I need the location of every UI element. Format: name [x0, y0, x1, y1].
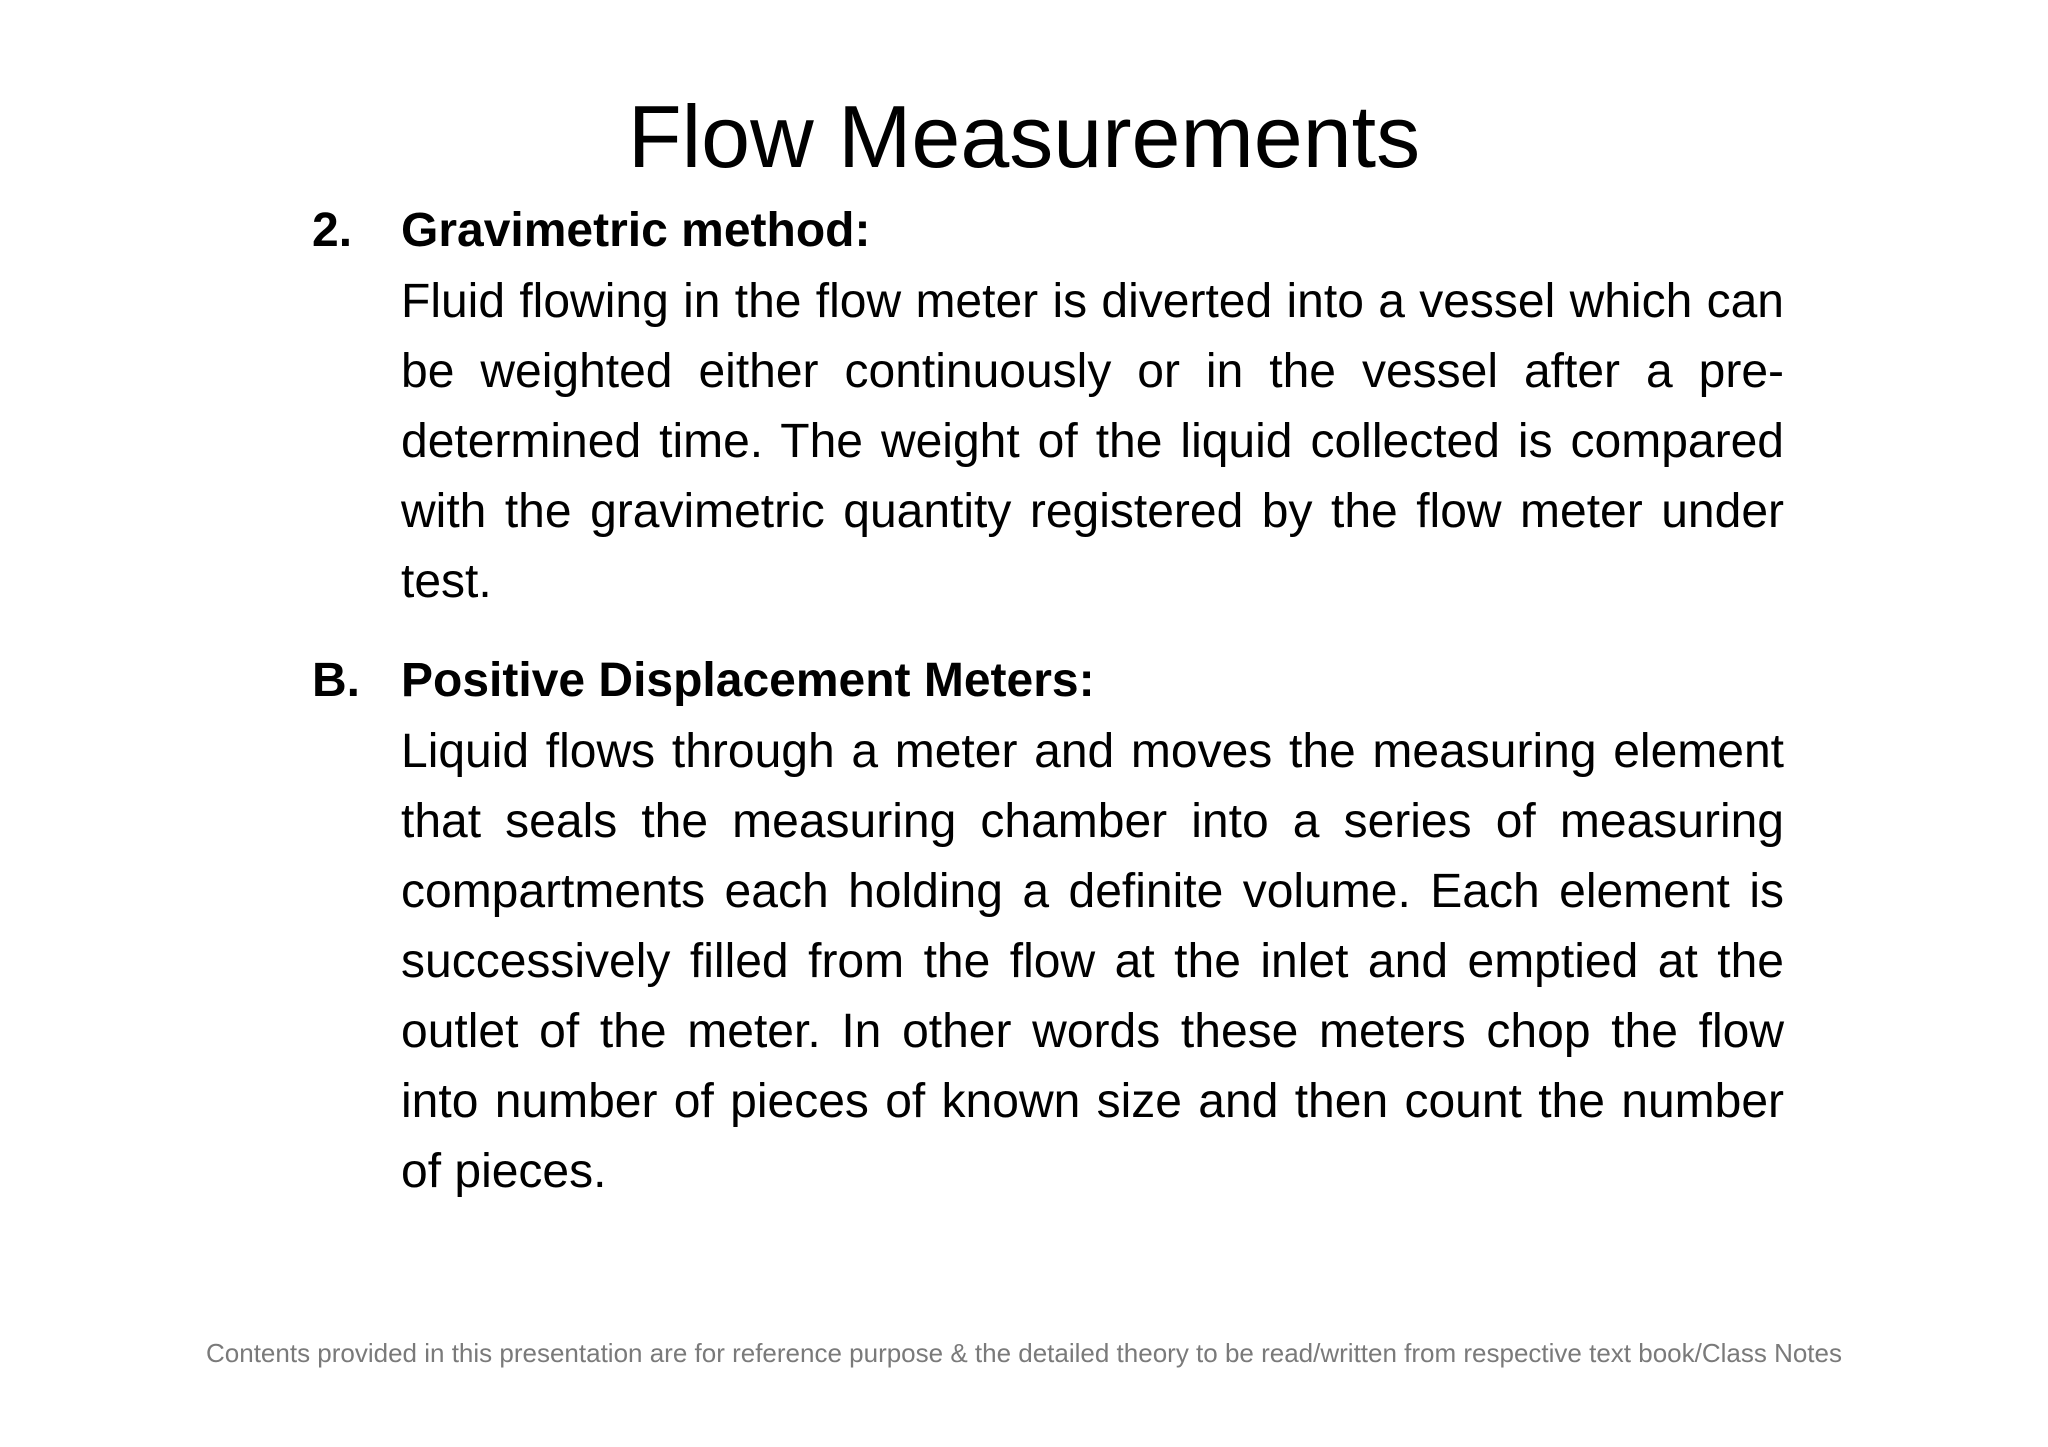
section-heading: Positive Displacement Meters: — [401, 654, 1095, 707]
section-body: Liquid flows through a meter and moves the measuring element that seals the measuring chamber into a series of measuring compartments each holding a definite volume. Each element is successively filled from the flow at the inlet and emptied at the outlet of the meter. In other words these meters chop the flow into number of pieces of known size and then count the number of pieces. — [401, 725, 1784, 1198]
section-positive-displacement-meters — [312, 648, 1784, 1207]
list-marker: B. — [312, 654, 360, 707]
section-header — [312, 648, 1784, 714]
slide-title: Flow Measurements — [627, 87, 1421, 186]
footer-disclaimer: Contents provided in this presentation are for reference purpose & the detailed theory to be read/written from respective text book/Class Notes — [206, 1338, 1842, 1368]
section-header — [312, 198, 1784, 264]
section-body: Fluid flowing in the flow meter is diverted into a vessel which can be weighted either continuously or in the vessel after a pre-determined time. The weight of the liquid collected is compared with the gravimetric quantity registered by the flow meter under test. — [401, 275, 1784, 608]
section-gravimetric-method — [312, 198, 1784, 617]
list-marker: 2. — [312, 204, 353, 257]
section-heading: Gravimetric method: — [401, 204, 871, 257]
